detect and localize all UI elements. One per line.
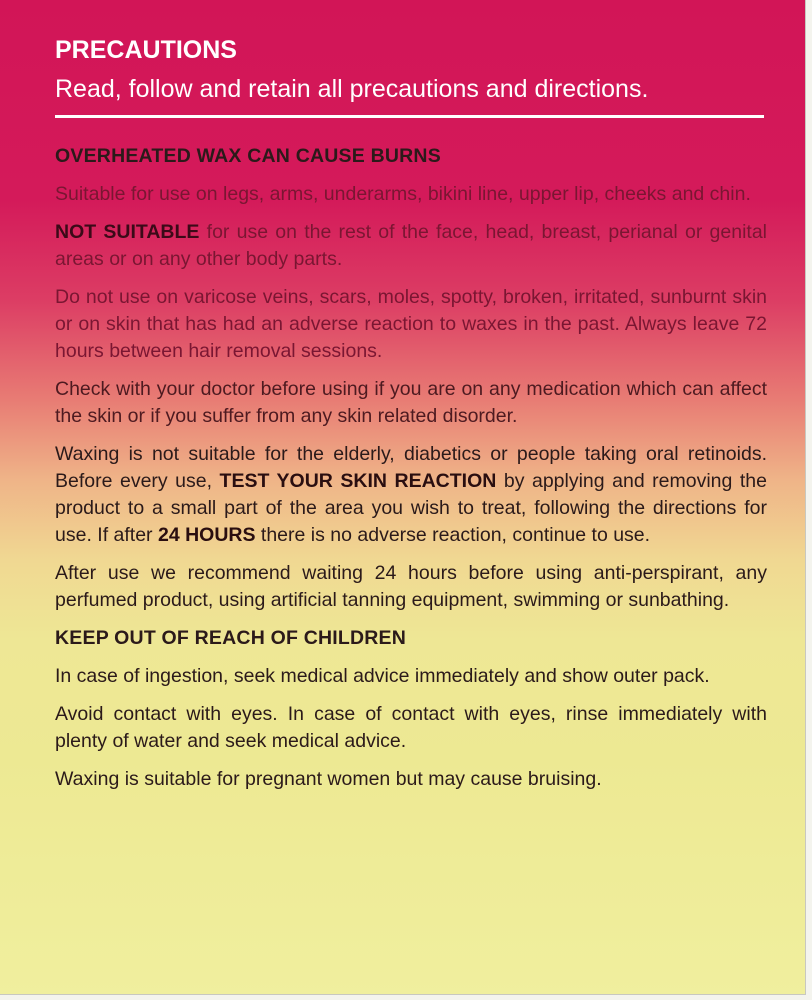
after-use-paragraph: After use we recommend waiting 24 hours before using anti-perspirant, any perfumed product, using artificial tanning equipment, swimming or sunbathing. (55, 562, 767, 611)
skin-conditions-paragraph: Do not use on varicose veins, scars, moles, spotty, broken, irritated, sunburnt skin or on skin that has had an adverse reaction to waxes in the past. Always leave 72 hours between hair removal sessions. (55, 286, 767, 362)
hours-label: 24 HOURS (157, 524, 256, 546)
skin-test-paragraph (55, 441, 767, 549)
not-suitable-paragraph (55, 219, 767, 273)
burns-heading: OVERHEATED WAX CAN CAUSE BURNS (55, 145, 441, 167)
divider (55, 115, 764, 118)
children-heading: KEEP OUT OF REACH OF CHILDREN (55, 627, 407, 649)
skin-test-text-b: by applying and removing the product to a small part of the area you wish to treat, following the directions for use. If after (55, 470, 767, 546)
doctor-paragraph: Check with your doctor before using if you are on any medication which can affect the skin or if you suffer from any skin related disorder. (55, 378, 767, 427)
precautions-body (55, 143, 767, 804)
page-title: PRECAUTIONS (55, 36, 237, 64)
eyes-paragraph: Avoid contact with eyes. In case of contact with eyes, rinse immediately with plenty of water and seek medical advice. (55, 703, 767, 752)
ingestion-paragraph: In case of ingestion, seek medical advice immediately and show outer pack. (55, 665, 710, 687)
pregnancy-paragraph: Waxing is suitable for pregnant women but may cause bruising. (55, 768, 602, 790)
page-subtitle: Read, follow and retain all precautions and directions. (55, 75, 649, 103)
not-suitable-label: NOT SUITABLE (55, 221, 200, 243)
suitable-paragraph: Suitable for use on legs, arms, underarms, bikini line, upper lip, cheeks and chin. (55, 183, 751, 205)
not-suitable-text: for use on the rest of the face, head, breast, perianal or genital areas or on any other body parts. (55, 221, 767, 270)
skin-test-label: TEST YOUR SKIN REACTION (219, 470, 497, 492)
skin-test-text-c: there is no adverse reaction, continue to use. (255, 524, 651, 546)
skin-test-text-a: Waxing is not suitable for the elderly, diabetics or people taking oral retinoids. Before every use, (55, 443, 767, 492)
